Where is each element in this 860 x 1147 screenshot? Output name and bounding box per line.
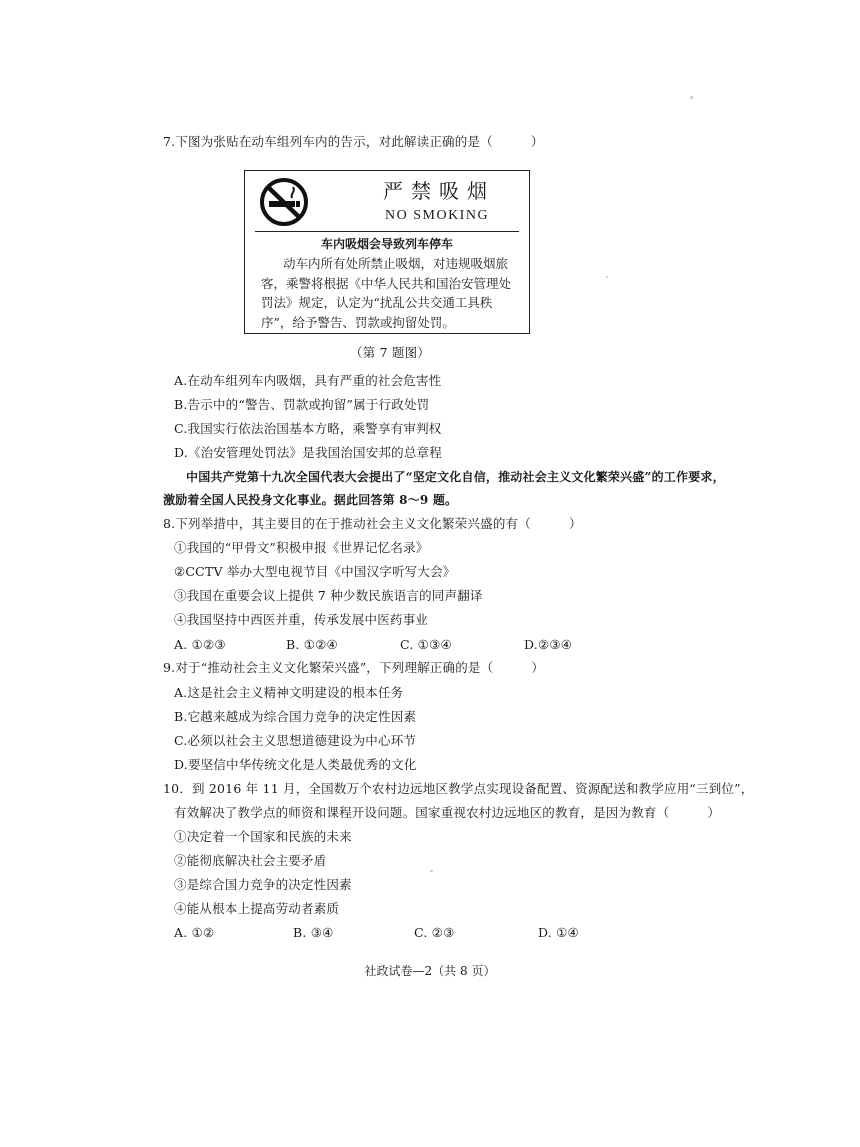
q8-item-3: ③我国在重要会议上提供 7 种少数民族语言的同声翻译 [174, 588, 483, 603]
scan-speck [430, 870, 433, 872]
q8-item-2: ②CCTV 举办大型电视节目《中国汉字听写大会》 [174, 564, 456, 579]
q10-item-3: ③是综合国力竞争的决定性因素 [174, 877, 352, 892]
q10-choice-d: D. ①④ [538, 925, 579, 940]
notice-title-cn: 严禁吸烟 [383, 179, 495, 203]
q7-caption: （第 7 题图） [350, 345, 430, 360]
q9-stem: 9.对于“推动社会主义文化繁荣兴盛”，下列理解正确的是（ ） [163, 660, 545, 675]
q9-option-a: A.这是社会主义精神文明建设的根本任务 [174, 685, 404, 700]
no-smoking-icon [259, 177, 309, 227]
notice-body [261, 254, 517, 332]
q9-option-b: B.它越来越成为综合国力竞争的决定性因素 [174, 709, 417, 724]
q10-item-2: ②能彻底解决社会主要矛盾 [174, 853, 327, 868]
notice-title-en: NO SMOKING [385, 208, 490, 223]
q8-item-1: ①我国的“甲骨文”积极申报《世界记忆名录》 [174, 540, 429, 555]
q7-option-a: A.在动车组列车内吸烟，具有严重的社会危害性 [174, 373, 442, 388]
q10-item-4: ④能从根本上提高劳动者素质 [174, 901, 340, 916]
q8-choice-d: D.②③④ [524, 637, 573, 652]
q7-stem: 7.下图为张贴在动车组列车内的告示，对此解读正确的是（ ） [163, 134, 544, 149]
notice-body-line: 动车内所有处所禁止吸烟，对违规吸烟旅 [283, 256, 509, 271]
q7-option-c: C.我国实行依法治国基本方略，乘警享有审判权 [174, 421, 442, 436]
q8-choice-b: B. ①②④ [286, 637, 338, 652]
page-footer: 社政试卷—2（共 8 页） [364, 964, 496, 978]
q10-choice-b: B. ③④ [293, 925, 334, 940]
q8-choice-c: C. ①③④ [400, 637, 452, 652]
notice-body-line: 序”，给予警告、罚款或拘留处罚。 [261, 314, 455, 330]
q8-choice-a: A. ①②③ [174, 637, 226, 652]
notice-divider [255, 231, 519, 232]
q10-item-1: ①决定着一个国家和民族的未来 [174, 829, 352, 844]
q10-stem-line-1: 10．到 2016 年 11 月，全国数万个农村边远地区教学点实现设备配置、资源配送和教学应用“三到位”， [163, 781, 754, 796]
q8-item-4: ④我国坚持中西医并重，传承发展中医药事业 [174, 612, 429, 627]
scan-speck [606, 276, 608, 278]
q10-choice-a: A. ①② [174, 925, 215, 940]
q7-option-d: D.《治安管理处罚法》是我国治国安邦的总章程 [174, 445, 442, 460]
q10-stem-line-2: 有效解决了教学点的师资和课程开设问题。国家重视农村边远地区的教育，是因为教育（ ） [174, 805, 721, 820]
notice-heading: 车内吸烟会导致列车停车 [320, 237, 453, 251]
no-smoking-notice [244, 170, 530, 334]
notice-body-line: 客，乘警将根据《中华人民共和国治安管理处 [261, 275, 512, 291]
q10-choice-c: C. ②③ [414, 925, 455, 940]
scan-speck [690, 96, 693, 99]
q9-option-c: C.必须以社会主义思想道德建设为中心环节 [174, 733, 417, 748]
material-line-1: 中国共产党第十九次全国代表大会提出了“坚定文化自信，推动社会主义文化繁荣兴盛”的工作要求， [186, 470, 725, 484]
q9-option-d: D.要坚信中华传统文化是人类最优秀的文化 [174, 757, 417, 772]
material-line-2: 激励着全国人民投身文化事业。据此回答第 8～9 题。 [163, 493, 458, 507]
q7-option-b: B.告示中的“警告、罚款或拘留”属于行政处罚 [174, 397, 430, 412]
notice-body-line: 罚法》规定，认定为“扰乱公共交通工具秩 [261, 295, 493, 310]
q8-stem: 8.下列举措中，其主要目的在于推动社会主义文化繁荣兴盛的有（ ） [163, 516, 582, 531]
